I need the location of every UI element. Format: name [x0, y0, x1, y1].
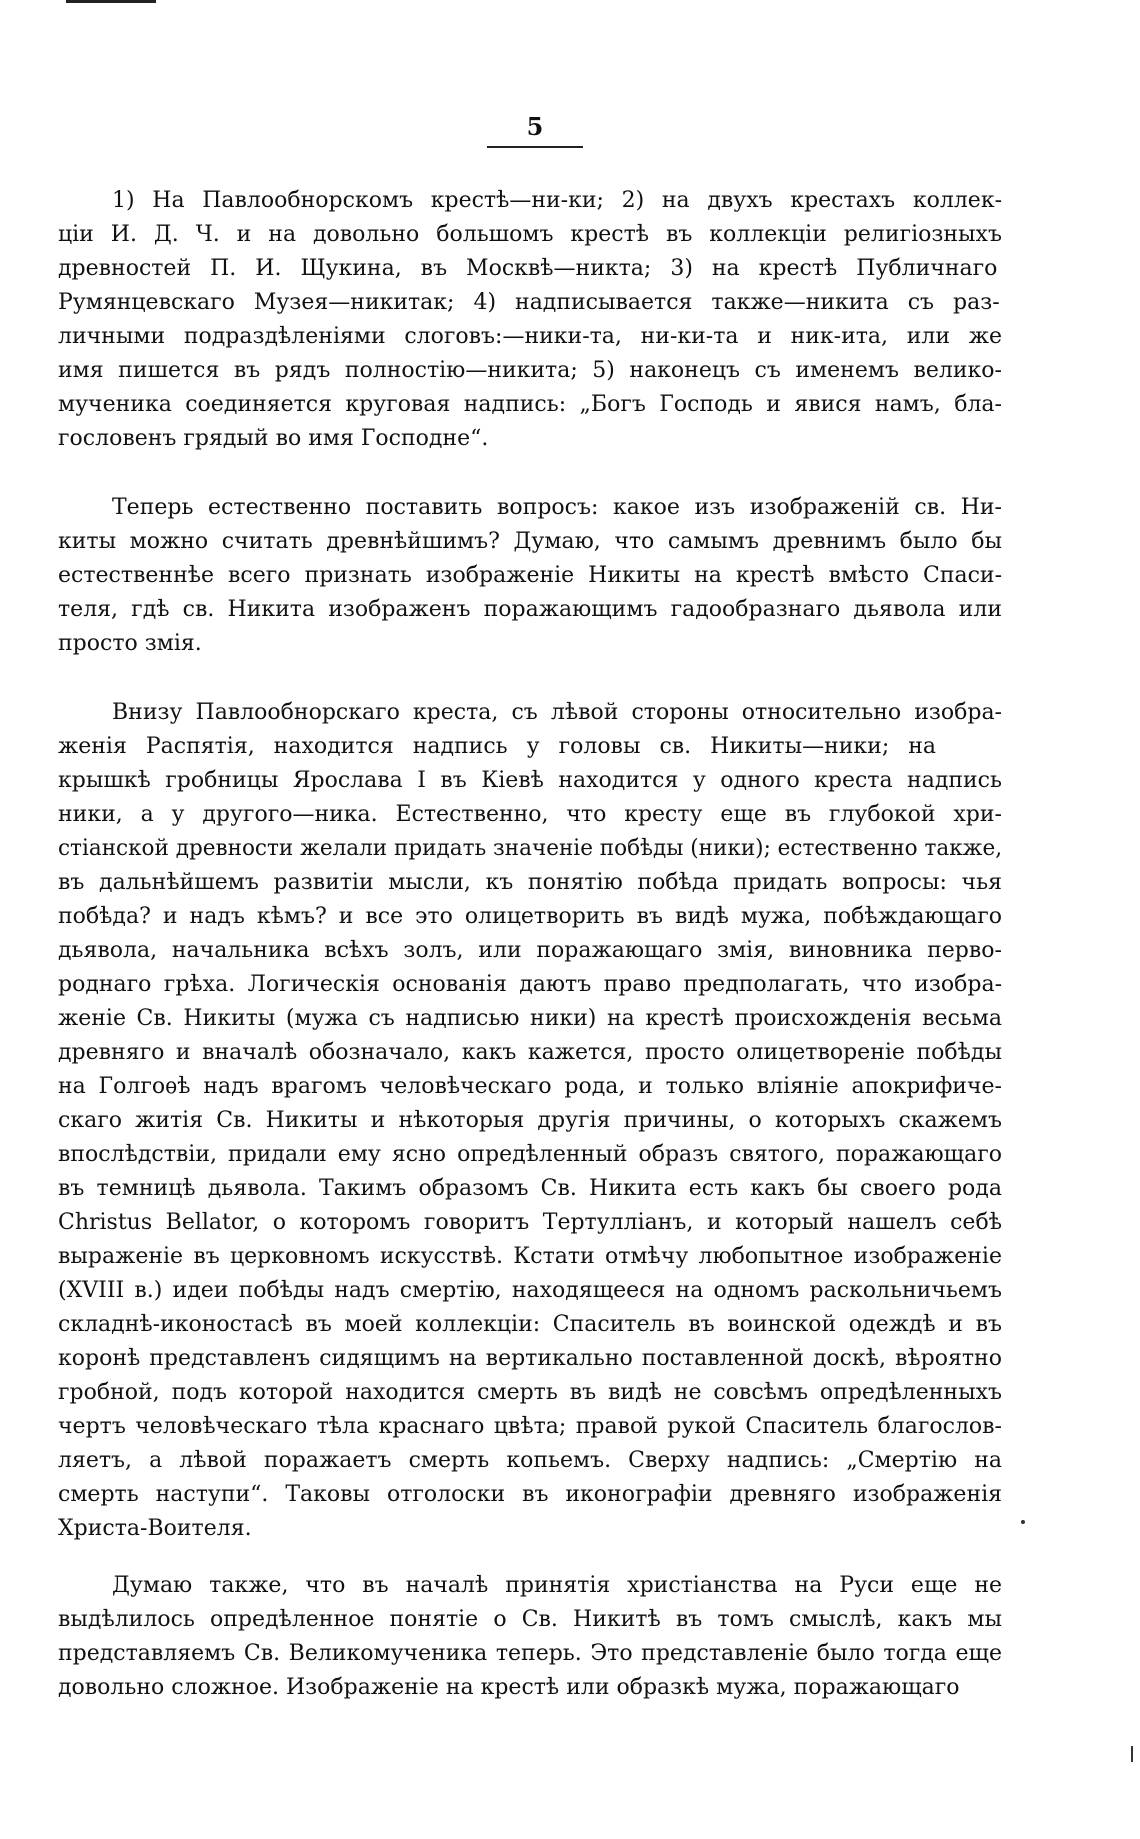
paragraph-3 — [58, 696, 1002, 1546]
text-line: роднаго грѣха. Логическія основанія даютъ право предполагать, что изобра- — [58, 972, 1003, 997]
paragraph-4 — [58, 1569, 1002, 1705]
text-line: складнѣ-иконостасѣ въ моей коллекціи: Спаситель въ воинской одеждѣ и въ — [58, 1312, 1002, 1337]
text-line: гробной, подъ которой находится смерть въ видѣ не совсѣмъ опредѣленныхъ — [58, 1380, 1002, 1405]
text-line: Христа-Воителя. — [58, 1516, 252, 1541]
text-line: древняго и вначалѣ обозначало, какъ кажется, просто олицетвореніе побѣды — [58, 1040, 1002, 1065]
text-line: смерть наступи“. Таковы отголоски въ иконографіи древняго изображенія — [58, 1482, 1003, 1507]
text-line: гословенъ грядый во имя Господне“. — [58, 426, 489, 451]
text-line: Думаю также, что въ началѣ принятія христіанства на Руси еще не — [112, 1573, 1003, 1598]
text-line: крышкѣ гробницы Ярослава I въ Кіевѣ находится у одного креста надпись — [58, 768, 1002, 793]
text-line: стіанской древности желали придать значеніе побѣды (ники); естественно также, — [58, 836, 1003, 861]
text-line: ники, а у другого—ника. Естественно, что кресту еще въ глубокой хри- — [58, 802, 1002, 827]
text-line: скаго житія Св. Никиты и нѣкоторыя другія причины, о которыхъ скажемъ — [58, 1108, 1003, 1133]
text-line: женія Распятія, находится надпись у головы св. Никиты—ники; на — [58, 734, 937, 759]
text-line: чертъ человѣческаго тѣла краснаго цвѣта; правой рукой Спаситель благослов- — [58, 1414, 1002, 1439]
text-line: коронѣ представленъ сидящимъ на вертикально поставленной доскѣ, вѣроятно — [58, 1346, 1002, 1371]
text-line: естественнѣе всего признать изображеніе Никиты на крестѣ вмѣсто Спаси- — [58, 563, 1003, 588]
text-line: выдѣлилось опредѣленное понятіе о Св. Никитѣ въ томъ смыслѣ, какъ мы — [58, 1607, 1002, 1632]
text-line: ляетъ, а лѣвой поражаетъ смерть копьемъ. Сверху надпись: „Смертію на — [58, 1448, 1002, 1473]
text-line: Румянцевскаго Музея—никитак; 4) надписывается также—никита съ раз- — [58, 290, 1000, 315]
text-line: на Голгоѳѣ надъ врагомъ человѣческаго рода, и только вліяніе апокрифиче- — [58, 1074, 1002, 1099]
margin-speck — [1021, 1520, 1025, 1524]
text-line: Теперь естественно поставить вопросъ: какое изъ изображеній св. Ни- — [112, 495, 1002, 520]
page-number: 5 — [526, 112, 544, 141]
text-line: просто змія. — [58, 631, 202, 656]
text-line: киты можно считать древнѣйшимъ? Думаю, что самымъ древнимъ было бы — [58, 529, 1002, 554]
text-line: представляемъ Св. Великомученика теперь. Это представленіе было тогда еще — [58, 1641, 1002, 1666]
text-line: выраженіе въ церковномъ искусствѣ. Кстати отмѣчу любопытное изображеніе — [58, 1244, 1002, 1269]
text-line: побѣда? и надъ кѣмъ? и все это олицетворить въ видѣ мужа, побѣждающаго — [58, 904, 1003, 929]
text-line: мученика соединяется круговая надпись: „Богъ Господь и явися намъ, бла- — [58, 392, 1002, 417]
text-line: въ темницѣ дьявола. Такимъ образомъ Св. Никита есть какъ бы своего рода — [58, 1176, 1002, 1201]
text-line: дьявола, начальника всѣхъ золъ, или поражающаго змія, виновника перво- — [58, 938, 1002, 963]
text-line: 1) На Павлообнорскомъ крестѣ—ни-ки; 2) на двухъ крестахъ коллек- — [112, 188, 1003, 213]
text-line: Christus Bellator, о которомъ говоритъ Тертулліанъ, и который нашелъ себѣ — [58, 1210, 1002, 1235]
text-line: ціи И. Д. Ч. и на довольно большомъ крестѣ въ коллекціи религіозныхъ — [58, 222, 1002, 247]
text-line: въ дальнѣйшемъ развитіи мысли, къ понятію побѣда придать вопросы: чья — [58, 870, 1002, 895]
text-line: впослѣдствіи, придали ему ясно опредѣленный образъ святого, поражающаго — [58, 1142, 1002, 1167]
margin-edge-mark — [1131, 1746, 1133, 1762]
text-line: личными подраздѣленіями слоговъ:—ники-та, ни-ки-та и ник-ита, или же — [58, 324, 1002, 349]
text-line: Внизу Павлообнорскаго креста, съ лѣвой стороны относительно изобра- — [112, 700, 1002, 725]
text-line: имя пишется въ рядъ полностію—никита; 5) наконецъ съ именемъ велико- — [58, 358, 1002, 383]
page-number-underline — [487, 146, 583, 148]
text-line: довольно сложное. Изображеніе на крестѣ или образкѣ мужа, поражающаго — [58, 1675, 960, 1700]
text-line: (XVIII в.) идеи побѣды надъ смертію, находящееся на одномъ раскольничьемъ — [58, 1278, 1002, 1303]
paragraph-2 — [58, 491, 1002, 661]
text-line: женіе Св. Никиты (мужа съ надписью ники) на крестѣ происхожденія весьма — [58, 1006, 1003, 1031]
paragraph-1 — [58, 184, 1002, 456]
text-line: древностей П. И. Щукина, въ Москвѣ—никта; 3) на крестѣ Публичнаго — [58, 256, 998, 281]
top-rule — [66, 0, 156, 3]
text-line: теля, гдѣ св. Никита изображенъ поражающимъ гадообразнаго дьявола или — [58, 597, 1002, 622]
